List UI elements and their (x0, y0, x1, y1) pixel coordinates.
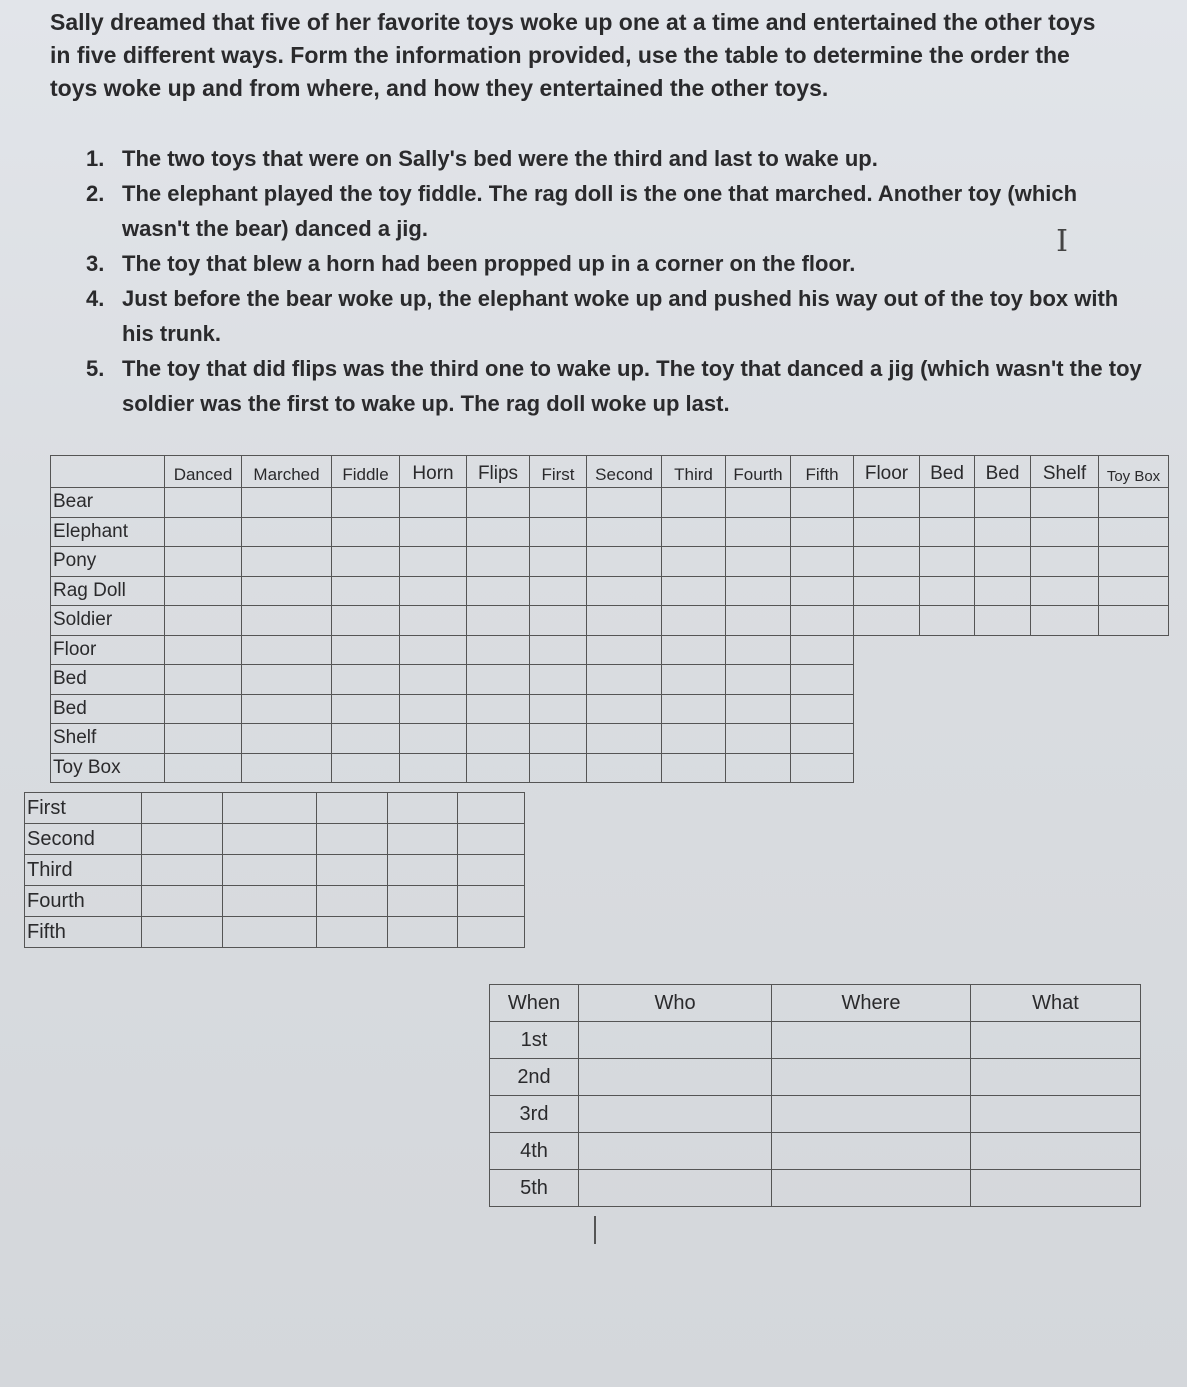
what-cell[interactable] (971, 1059, 1141, 1096)
clue-number: 5. (86, 356, 105, 381)
header-bed: Bed (920, 456, 975, 488)
grid-cell[interactable] (791, 517, 854, 547)
grid-cell[interactable] (920, 576, 975, 606)
grid-cell[interactable] (726, 635, 791, 665)
grid-cell[interactable] (726, 694, 791, 724)
grid-cell[interactable] (400, 517, 467, 547)
blank-cell (920, 665, 975, 695)
grid-cell[interactable] (587, 665, 662, 695)
grid-cell[interactable] (467, 606, 530, 636)
grid-cell[interactable] (165, 635, 242, 665)
grid-cell[interactable] (332, 635, 400, 665)
grid-cell[interactable] (223, 917, 317, 948)
grid-cell[interactable] (242, 488, 332, 518)
grid-cell[interactable] (530, 753, 587, 783)
grid-cell[interactable] (467, 517, 530, 547)
grid-cell[interactable] (975, 576, 1031, 606)
where-cell[interactable] (772, 1022, 971, 1059)
grid-cell[interactable] (317, 886, 388, 917)
grid-cell[interactable] (854, 517, 920, 547)
blank-cell (854, 635, 920, 665)
grid-row-toy (51, 576, 1169, 606)
order-row (25, 855, 525, 886)
when-cell: 5th (490, 1170, 579, 1207)
header-third: Third (662, 456, 726, 488)
row-label: Bear (51, 488, 165, 518)
clue-text: The elephant played the toy fiddle. The rag doll is the one that marched. Another toy (which wasn't the bear) danced a jig. (122, 181, 1078, 241)
grid-row-toy (51, 517, 1169, 547)
grid-cell[interactable] (332, 606, 400, 636)
grid-cell[interactable] (726, 547, 791, 577)
header-when: When (490, 985, 579, 1022)
grid-cell[interactable] (791, 576, 854, 606)
header-toy-box: Toy Box (1099, 456, 1169, 488)
grid-cell[interactable] (1031, 547, 1099, 577)
grid-cell[interactable] (388, 824, 458, 855)
grid-cell[interactable] (332, 547, 400, 577)
grid-cell[interactable] (662, 576, 726, 606)
grid-cell[interactable] (1099, 488, 1169, 518)
grid-cell[interactable] (400, 635, 467, 665)
row-label: Elephant (51, 517, 165, 547)
when-cell: 4th (490, 1133, 579, 1170)
clue-text: The toy that blew a horn had been propped up in a corner on the floor. (122, 251, 856, 276)
grid-cell[interactable] (854, 488, 920, 518)
grid-cell[interactable] (388, 886, 458, 917)
who-cell[interactable] (579, 1059, 772, 1096)
header-who: Who (579, 985, 772, 1022)
blank-cell (1031, 724, 1099, 754)
grid-cell[interactable] (587, 517, 662, 547)
grid-row-toy (51, 547, 1169, 577)
blank-cell (920, 694, 975, 724)
grid-cell[interactable] (242, 635, 332, 665)
grid-cell[interactable] (332, 694, 400, 724)
grid-cell[interactable] (587, 547, 662, 577)
what-cell[interactable] (971, 1133, 1141, 1170)
grid-cell[interactable] (791, 724, 854, 754)
blank-cell (1031, 694, 1099, 724)
what-cell[interactable] (971, 1022, 1141, 1059)
grid-cell[interactable] (587, 635, 662, 665)
grid-cell[interactable] (920, 517, 975, 547)
grid-cell[interactable] (530, 517, 587, 547)
grid-cell[interactable] (458, 793, 525, 824)
clue-item (86, 351, 1146, 421)
order-grid (24, 792, 525, 948)
grid-cell[interactable] (662, 517, 726, 547)
header-what: What (971, 985, 1141, 1022)
answer-row (490, 1133, 1141, 1170)
grid-cell[interactable] (791, 635, 854, 665)
grid-cell[interactable] (791, 665, 854, 695)
grid-cell[interactable] (975, 547, 1031, 577)
grid-cell[interactable] (1099, 547, 1169, 577)
grid-cell[interactable] (530, 488, 587, 518)
row-label: Floor (51, 635, 165, 665)
grid-cell[interactable] (530, 694, 587, 724)
blank-cell (920, 724, 975, 754)
answer-row (490, 1059, 1141, 1096)
blank-cell (1031, 665, 1099, 695)
grid-cell[interactable] (458, 855, 525, 886)
clue-number: 2. (86, 181, 105, 206)
header-bed: Bed (975, 456, 1031, 488)
grid-cell[interactable] (587, 694, 662, 724)
grid-cell[interactable] (726, 606, 791, 636)
clue-item (86, 281, 1146, 351)
grid-cell[interactable] (467, 694, 530, 724)
answer-row (490, 1096, 1141, 1133)
grid-cell[interactable] (662, 547, 726, 577)
row-label: Pony (51, 547, 165, 577)
grid-cell[interactable] (975, 488, 1031, 518)
intro-paragraph: Sally dreamed that five of her favorite toys woke up one at a time and entertained the other toys in five different ways. Form the information provided, use the table to determine the order the toys woke up and from where, and how they entertained the other toys. (50, 9, 1096, 101)
grid-cell[interactable] (332, 517, 400, 547)
blank-cell (975, 753, 1031, 783)
where-cell[interactable] (772, 1133, 971, 1170)
grid-cell[interactable] (458, 917, 525, 948)
grid-cell[interactable] (142, 855, 223, 886)
grid-cell[interactable] (165, 547, 242, 577)
grid-cell[interactable] (400, 547, 467, 577)
grid-cell[interactable] (142, 824, 223, 855)
grid-cell[interactable] (165, 517, 242, 547)
grid-cell[interactable] (400, 753, 467, 783)
header-marched: Marched (242, 456, 332, 488)
grid-cell[interactable] (530, 665, 587, 695)
what-cell[interactable] (971, 1170, 1141, 1207)
grid-cell[interactable] (726, 517, 791, 547)
blank-cell (975, 665, 1031, 695)
grid-cell[interactable] (388, 855, 458, 886)
grid-cell[interactable] (242, 606, 332, 636)
grid-cell[interactable] (1031, 517, 1099, 547)
grid-cell[interactable] (223, 824, 317, 855)
grid-cell[interactable] (726, 488, 791, 518)
grid-cell[interactable] (165, 753, 242, 783)
grid-cell[interactable] (317, 824, 388, 855)
stray-line (594, 1216, 596, 1244)
blank-cell (920, 753, 975, 783)
blank-cell (1099, 694, 1169, 724)
grid-cell[interactable] (1031, 576, 1099, 606)
grid-cell[interactable] (791, 694, 854, 724)
blank-cell (1099, 635, 1169, 665)
row-label: First (25, 793, 142, 824)
grid-cell[interactable] (400, 488, 467, 518)
blank-cell (920, 635, 975, 665)
header-floor: Floor (854, 456, 920, 488)
who-cell[interactable] (579, 1133, 772, 1170)
grid-cell[interactable] (854, 576, 920, 606)
grid-cell[interactable] (223, 886, 317, 917)
grid-cell[interactable] (467, 576, 530, 606)
row-label: Shelf (51, 724, 165, 754)
order-row (25, 886, 525, 917)
grid-cell[interactable] (400, 576, 467, 606)
grid-cell[interactable] (1099, 517, 1169, 547)
answer-table (489, 984, 1141, 1207)
grid-cell[interactable] (317, 793, 388, 824)
grid-row-place (51, 665, 1169, 695)
grid-cell[interactable] (530, 724, 587, 754)
row-label: Bed (51, 694, 165, 724)
header-where: Where (772, 985, 971, 1022)
grid-cell[interactable] (332, 488, 400, 518)
grid-cell[interactable] (165, 724, 242, 754)
grid-cell[interactable] (587, 606, 662, 636)
grid-cell[interactable] (530, 547, 587, 577)
row-label: Rag Doll (51, 576, 165, 606)
row-label: Bed (51, 665, 165, 695)
clue-item (86, 246, 1146, 281)
grid-cell[interactable] (142, 793, 223, 824)
grid-cell[interactable] (400, 665, 467, 695)
grid-cell[interactable] (791, 753, 854, 783)
grid-cell[interactable] (662, 694, 726, 724)
grid-cell[interactable] (726, 665, 791, 695)
grid-cell[interactable] (388, 917, 458, 948)
grid-cell[interactable] (467, 635, 530, 665)
grid-cell[interactable] (400, 694, 467, 724)
grid-cell[interactable] (332, 665, 400, 695)
grid-cell[interactable] (142, 917, 223, 948)
grid-cell[interactable] (662, 635, 726, 665)
grid-cell[interactable] (332, 576, 400, 606)
who-cell[interactable] (579, 1170, 772, 1207)
grid-cell[interactable] (587, 488, 662, 518)
grid-row-place (51, 753, 1169, 783)
grid-cell[interactable] (400, 724, 467, 754)
order-row (25, 917, 525, 948)
grid-cell[interactable] (467, 724, 530, 754)
who-cell[interactable] (579, 1096, 772, 1133)
blank-cell (975, 635, 1031, 665)
grid-cell[interactable] (458, 886, 525, 917)
row-label: Fifth (25, 917, 142, 948)
grid-cell[interactable] (726, 753, 791, 783)
grid-cell[interactable] (662, 488, 726, 518)
clue-text: The two toys that were on Sally's bed were the third and last to wake up. (122, 146, 878, 171)
grid-cell[interactable] (662, 753, 726, 783)
header-second: Second (587, 456, 662, 488)
header-fourth: Fourth (726, 456, 791, 488)
grid-cell[interactable] (1031, 606, 1099, 636)
grid-cell[interactable] (388, 793, 458, 824)
grid-cell[interactable] (317, 917, 388, 948)
grid-cell[interactable] (165, 694, 242, 724)
grid-cell[interactable] (662, 665, 726, 695)
blank-cell (1099, 753, 1169, 783)
where-cell[interactable] (772, 1059, 971, 1096)
answer-header-row (490, 985, 1141, 1022)
grid-cell[interactable] (242, 753, 332, 783)
grid-cell[interactable] (458, 824, 525, 855)
when-cell: 2nd (490, 1059, 579, 1096)
blank-cell (854, 724, 920, 754)
grid-row-toy (51, 606, 1169, 636)
clue-list (86, 141, 1146, 421)
grid-cell[interactable] (587, 576, 662, 606)
grid-cell[interactable] (975, 517, 1031, 547)
grid-row-place (51, 635, 1169, 665)
who-cell[interactable] (579, 1022, 772, 1059)
header-fifth: Fifth (791, 456, 854, 488)
clue-number: 3. (86, 251, 105, 276)
grid-cell[interactable] (165, 606, 242, 636)
order-row (25, 824, 525, 855)
grid-row-toy (51, 488, 1169, 518)
grid-cell[interactable] (726, 576, 791, 606)
grid-cell[interactable] (854, 606, 920, 636)
grid-cell[interactable] (242, 547, 332, 577)
grid-cell[interactable] (1099, 576, 1169, 606)
grid-cell[interactable] (242, 517, 332, 547)
order-row (25, 793, 525, 824)
grid-cell[interactable] (920, 547, 975, 577)
text-cursor-icon: I (1056, 224, 1068, 259)
grid-cell[interactable] (242, 576, 332, 606)
grid-cell[interactable] (165, 488, 242, 518)
grid-cell[interactable] (662, 606, 726, 636)
grid-cell[interactable] (142, 886, 223, 917)
grid-cell[interactable] (332, 724, 400, 754)
grid-row-place (51, 694, 1169, 724)
clue-number: 1. (86, 146, 105, 171)
grid-cell[interactable] (400, 606, 467, 636)
when-cell: 3rd (490, 1096, 579, 1133)
clue-text: The toy that did flips was the third one to wake up. The toy that danced a jig (which wasn't the toy soldier was the first to wake up. The rag doll woke up last. (122, 356, 1142, 416)
logic-grid-header-row (51, 456, 1169, 488)
grid-cell[interactable] (530, 606, 587, 636)
grid-cell[interactable] (1031, 488, 1099, 518)
grid-cell[interactable] (467, 665, 530, 695)
clue-item (86, 141, 1146, 176)
row-label: Toy Box (51, 753, 165, 783)
grid-cell[interactable] (467, 547, 530, 577)
grid-cell[interactable] (223, 793, 317, 824)
where-cell[interactable] (772, 1096, 971, 1133)
corner-cell (51, 456, 165, 488)
header-danced: Danced (165, 456, 242, 488)
grid-cell[interactable] (1099, 606, 1169, 636)
clue-text: Just before the bear woke up, the elephant woke up and pushed his way out of the toy box with his trunk. (122, 286, 1119, 346)
blank-cell (854, 665, 920, 695)
grid-cell[interactable] (854, 547, 920, 577)
header-fiddle: Fiddle (332, 456, 400, 488)
grid-cell[interactable] (587, 724, 662, 754)
header-first: First (530, 456, 587, 488)
row-label: Second (25, 824, 142, 855)
blank-cell (1031, 753, 1099, 783)
grid-cell[interactable] (165, 576, 242, 606)
blank-cell (854, 753, 920, 783)
header-horn: Horn (400, 456, 467, 488)
what-cell[interactable] (971, 1096, 1141, 1133)
grid-cell[interactable] (920, 488, 975, 518)
grid-cell[interactable] (975, 606, 1031, 636)
grid-cell[interactable] (587, 753, 662, 783)
grid-cell[interactable] (242, 724, 332, 754)
when-cell: 1st (490, 1022, 579, 1059)
blank-cell (1099, 724, 1169, 754)
grid-cell[interactable] (332, 753, 400, 783)
grid-cell[interactable] (165, 665, 242, 695)
grid-cell[interactable] (791, 606, 854, 636)
blank-cell (854, 694, 920, 724)
row-label: Fourth (25, 886, 142, 917)
blank-cell (975, 694, 1031, 724)
header-flips: Flips (467, 456, 530, 488)
grid-cell[interactable] (726, 724, 791, 754)
answer-row (490, 1170, 1141, 1207)
grid-row-place (51, 724, 1169, 754)
grid-cell[interactable] (242, 665, 332, 695)
row-label: Third (25, 855, 142, 886)
grid-cell[interactable] (791, 488, 854, 518)
where-cell[interactable] (772, 1170, 971, 1207)
grid-cell[interactable] (662, 724, 726, 754)
header-shelf: Shelf (1031, 456, 1099, 488)
grid-cell[interactable] (920, 606, 975, 636)
blank-cell (1031, 635, 1099, 665)
grid-cell[interactable] (242, 694, 332, 724)
grid-cell[interactable] (467, 488, 530, 518)
blank-cell (975, 724, 1031, 754)
grid-cell[interactable] (223, 855, 317, 886)
grid-cell[interactable] (467, 753, 530, 783)
clue-number: 4. (86, 286, 105, 311)
answer-row (490, 1022, 1141, 1059)
grid-cell[interactable] (530, 576, 587, 606)
grid-cell[interactable] (791, 547, 854, 577)
clue-item (86, 176, 1146, 246)
row-label: Soldier (51, 606, 165, 636)
grid-cell[interactable] (317, 855, 388, 886)
blank-cell (1099, 665, 1169, 695)
grid-cell[interactable] (530, 635, 587, 665)
logic-grid (50, 455, 1169, 783)
